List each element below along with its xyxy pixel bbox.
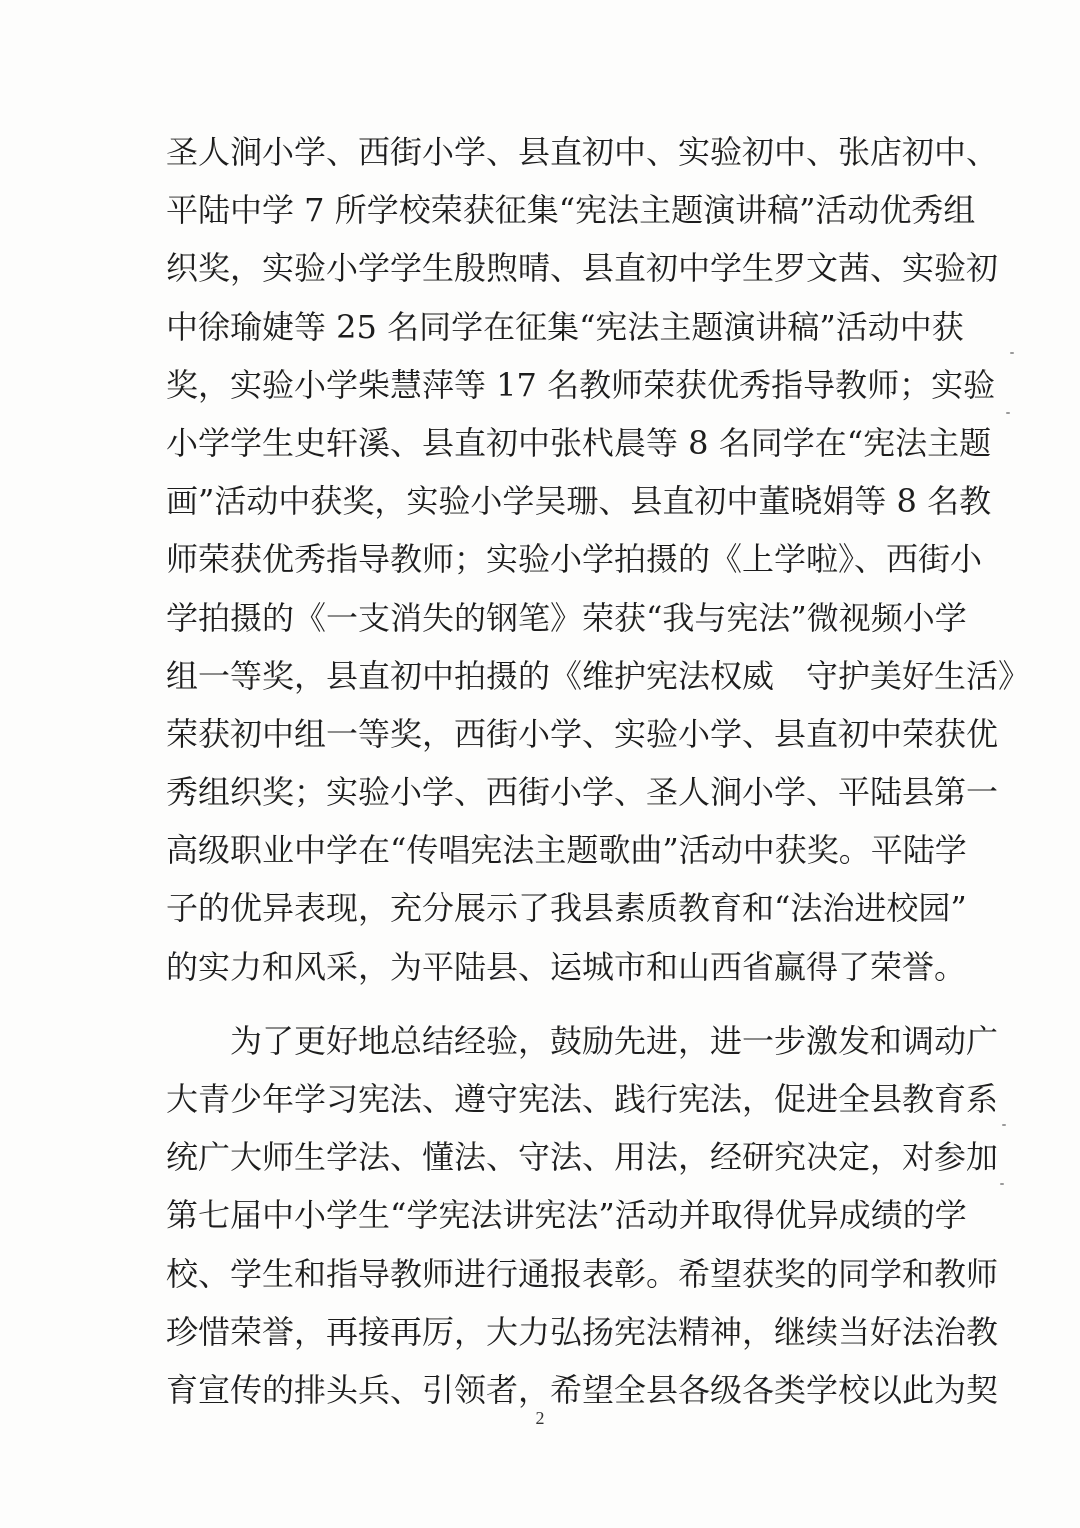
text-line: 师荣获优秀指导教师；实验小学拍摄的《上学啦》、西街小 [166, 540, 983, 579]
document-body [166, 123, 1031, 1419]
scan-speck [1000, 1183, 1004, 1185]
text-line: 圣人涧小学、西街小学、县直初中、实验初中、张店初中、 [166, 133, 999, 171]
text-line: 画”活动中获奖，实验小学吴珊、县直初中董晓娟等 8 名教 [166, 482, 992, 521]
text-line: 子的优异表现，充分展示了我县素质教育和“法治进校园” [166, 889, 967, 928]
scan-speck [1002, 1124, 1006, 1126]
scan-speck [1010, 352, 1014, 354]
text-line: 秀组织奖；实验小学、西街小学、圣人涧小学、平陆县第一 [166, 773, 999, 812]
text-line: 第七届中小学生“学宪法讲宪法”活动并取得优异成绩的学 [166, 1196, 967, 1235]
text-line: 高级职业中学在“传唱宪法主题歌曲”活动中获奖。平陆学 [166, 831, 967, 870]
text-line: 学拍摄的《一支消失的钢笔》荣获“我与宪法”微视频小学 [166, 598, 967, 637]
text-line: 平陆中学 7 所学校荣获征集“宪法主题演讲稿”活动优秀组 [166, 191, 976, 230]
text-line: 中徐瑜婕等 25 名同学在征集“宪法主题演讲稿”活动中获 [166, 307, 964, 346]
text-line: 育宣传的排头兵、引领者，希望全县各级各类学校以此为契 [166, 1370, 999, 1409]
text-line: 校、学生和指导教师进行通报表彰。希望获奖的同学和教师 [166, 1254, 999, 1293]
text-line: 为了更好地总结经验，鼓励先进，进一步激发和调动广 [166, 1021, 999, 1060]
text-line: 的实力和风采，为平陆县、运城市和山西省赢得了荣誉。 [166, 947, 967, 986]
page-number: 2 [535, 1408, 545, 1428]
text-line: 组一等奖，县直初中拍摄的《维护宪法权威 守护美好生活》 [166, 656, 1031, 695]
text-line: 织奖，实验小学学生殷煦晴、县直初中学生罗文茜、实验初 [166, 249, 999, 288]
paragraph-gap [166, 996, 926, 1012]
text-line: 统广大师生学法、懂法、守法、用法，经研究决定，对参加 [166, 1138, 999, 1177]
scan-speck [1006, 412, 1010, 414]
text-line: 小学学生史轩溪、县直初中张杙晨等 8 名同学在“宪法主题 [166, 423, 992, 462]
text-line: 大青少年学习宪法、遵守宪法、践行宪法，促进全县教育系 [166, 1080, 999, 1118]
paragraph-1 [166, 123, 1031, 996]
text-line: 奖，实验小学柴慧萍等 17 名教师荣获优秀指导教师；实验 [166, 365, 996, 404]
text-line: 荣获初中组一等奖，西街小学、实验小学、县直初中荣获优 [166, 714, 999, 753]
paragraph-2 [166, 1012, 999, 1419]
text-line: 珍惜荣誉，再接再厉，大力弘扬宪法精神，继续当好法治教 [166, 1312, 999, 1351]
